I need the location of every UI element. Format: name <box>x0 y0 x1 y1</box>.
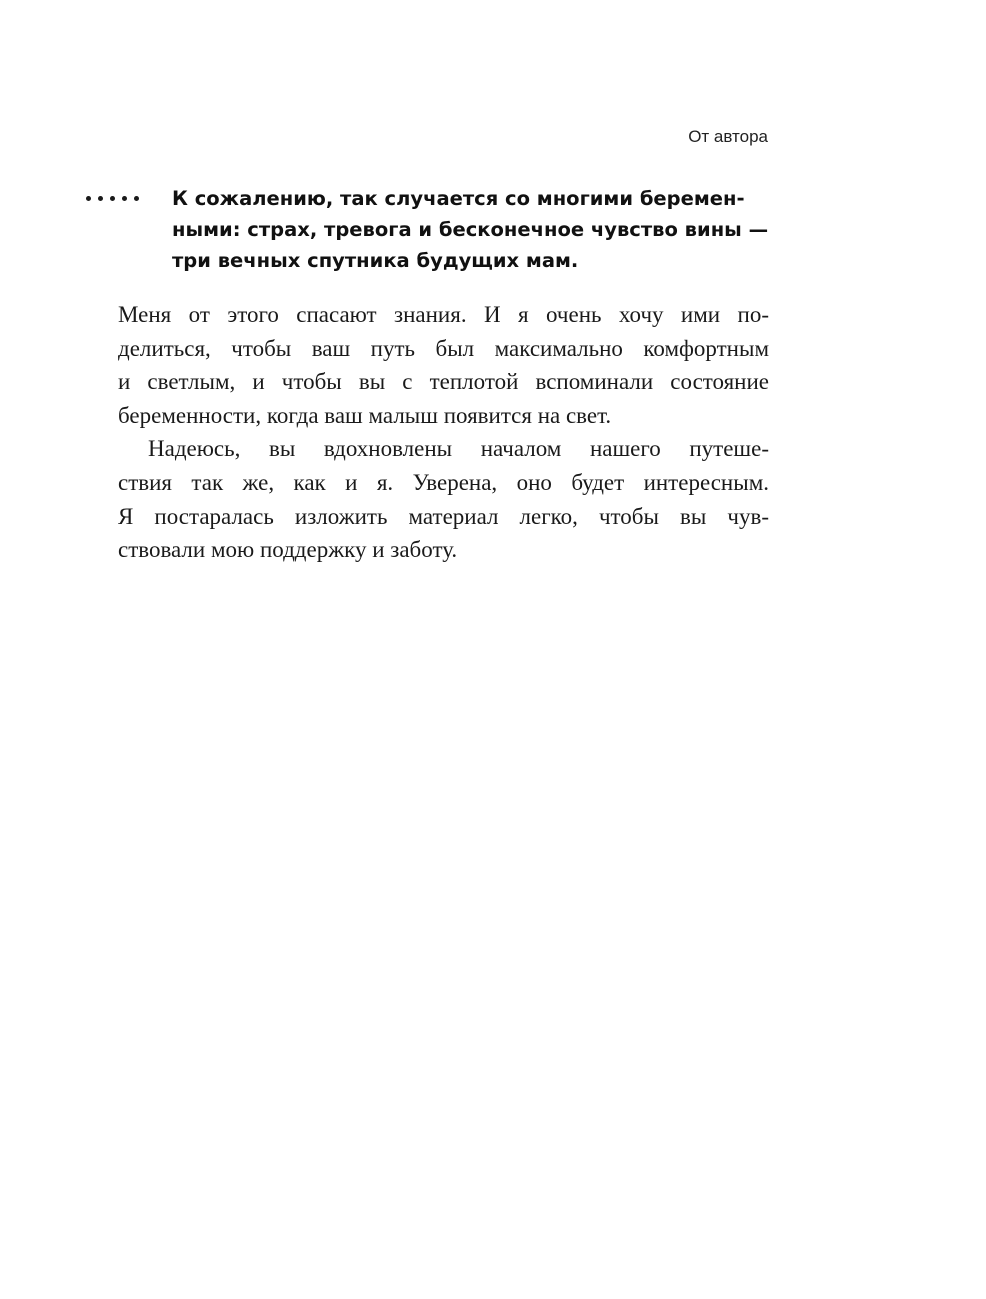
callout-text <box>172 183 772 276</box>
running-header: От автора <box>688 127 768 146</box>
text-line: Я постаралась изложить материал легко, чтобы вы чув- <box>118 503 769 529</box>
callout-line: К сожалению, так случается со многими беремен- <box>172 187 745 210</box>
text-line: делиться, чтобы ваш путь был максимально комфортным <box>118 335 769 361</box>
paragraph-1 <box>118 298 769 432</box>
text-line: и светлым, и чтобы вы с теплотой вспоминали состояние <box>118 369 769 395</box>
text-line: беременности, когда ваш малыш появится на свет. <box>118 402 612 428</box>
dot-icon <box>134 196 139 201</box>
text-line: ствия так же, как и я. Уверена, оно будет интересным. <box>118 469 769 495</box>
dot-icon <box>122 196 127 201</box>
callout-line: три вечных спутника будущих мам. <box>172 249 579 272</box>
text-line: Надеюсь, вы вдохновлены началом нашего путеше- <box>148 436 769 462</box>
callout-dots-ornament <box>86 196 139 201</box>
body-text <box>118 298 769 567</box>
paragraph-2 <box>118 432 769 566</box>
text-line: ствовали мою поддержку и заботу. <box>118 537 458 563</box>
dot-icon <box>98 196 103 201</box>
dot-icon <box>86 196 91 201</box>
text-line: Меня от этого спасают знания. И я очень хочу ими по- <box>118 302 769 327</box>
callout-block <box>86 183 786 278</box>
callout-line: ными: страх, тревога и бесконечное чувство вины — <box>172 218 769 241</box>
dot-icon <box>110 196 115 201</box>
